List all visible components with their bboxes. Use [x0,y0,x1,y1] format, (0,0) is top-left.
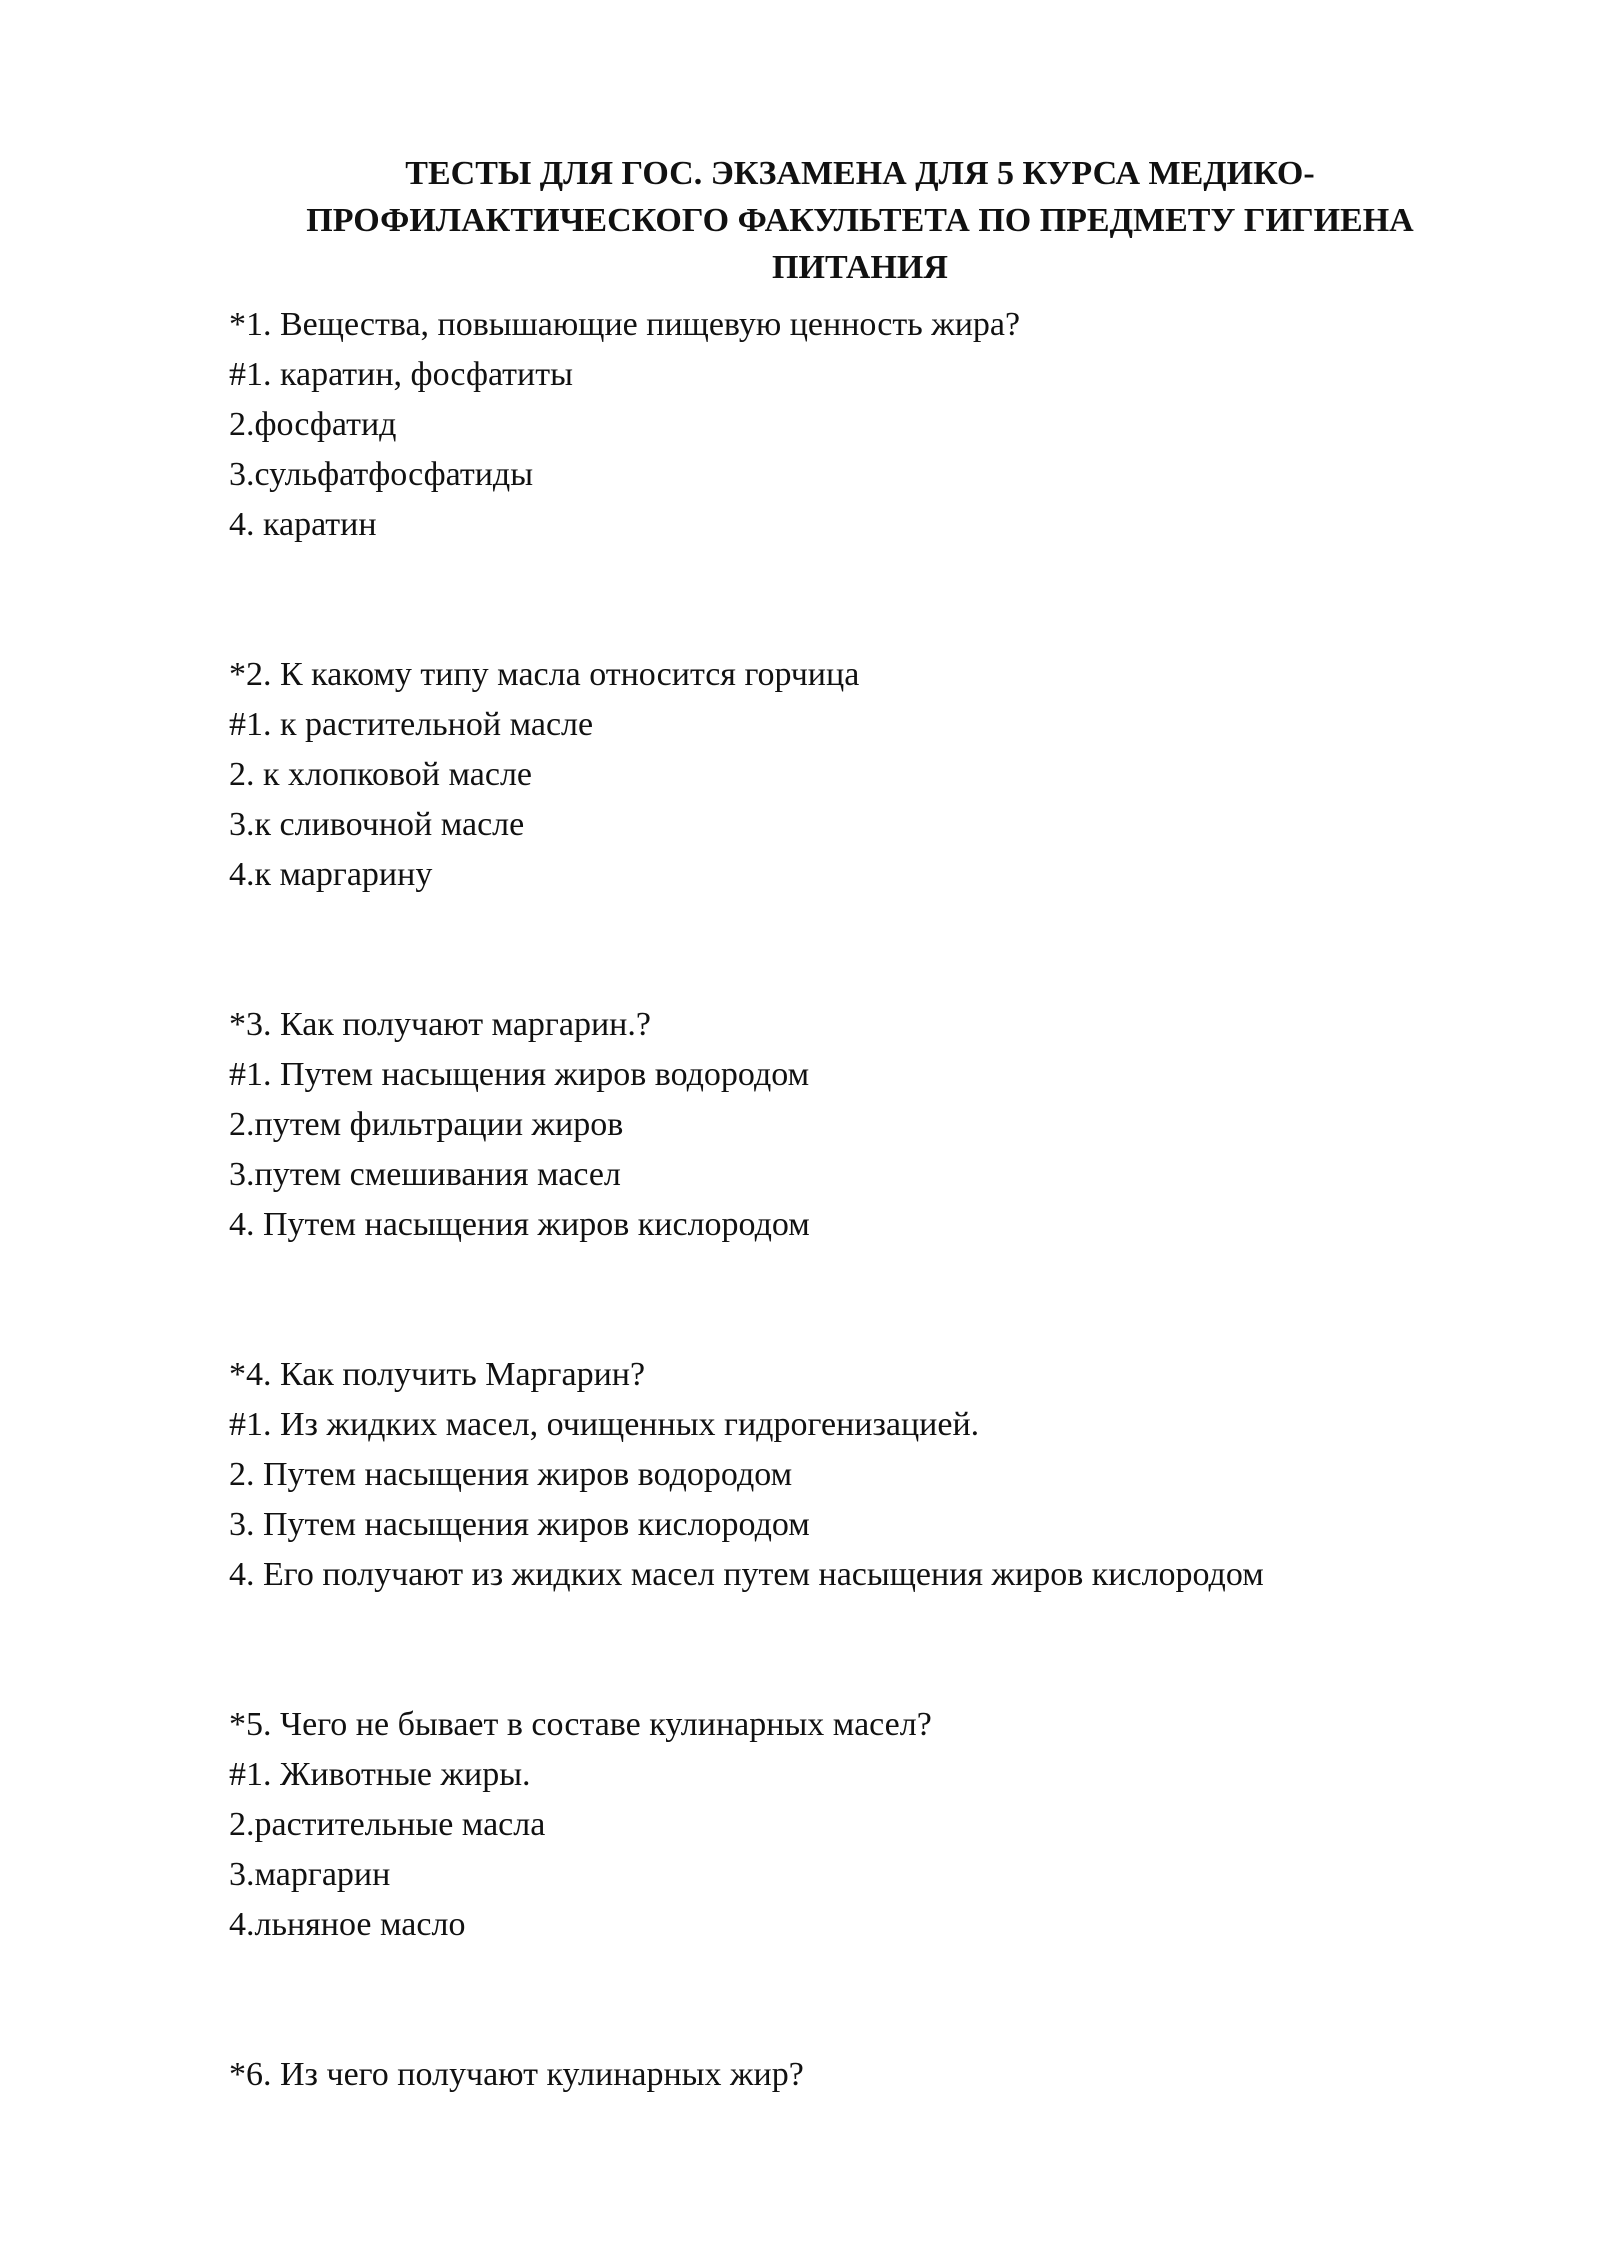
question-text: *5. Чего не бывает в составе кулинарных масел? [229,1706,932,1743]
question-block-1 [229,300,1479,550]
questions-list [229,300,1479,2100]
answer-option: 4. каратин [229,506,377,543]
answer-option: #1. Из жидких масел, очищенных гидрогенизацией. [229,1406,980,1443]
answer-option: #1. Путем насыщения жиров водородом [229,1056,810,1093]
question-text: *3. Как получают маргарин.? [229,1006,651,1043]
answer-option: #1. к растительной масле [229,706,594,743]
question-text: *4. Как получить Маргарин? [229,1356,646,1393]
question-block-3 [229,1000,1479,1250]
answer-option: 4. Путем насыщения жиров кислородом [229,1206,810,1243]
title-line-3: ПИТАНИЯ [772,249,948,286]
answer-option: 4.к маргарину [229,856,433,893]
title-line-1: ТЕСТЫ ДЛЯ ГОС. ЭКЗАМЕНА ДЛЯ 5 КУРСА МЕДИКО- [405,155,1315,192]
question-block-4 [229,1350,1479,1600]
answer-option: 3.сульфатфосфатиды [229,456,534,493]
answer-option: 2.фосфатид [229,406,397,443]
question-text: *2. К какому типу масла относится горчица [229,656,860,693]
answer-option: 2. Путем насыщения жиров водородом [229,1456,793,1493]
answer-option: 3. Путем насыщения жиров кислородом [229,1506,810,1543]
answer-option: 2.растительные масла [229,1806,546,1843]
answer-option: 3.маргарин [229,1856,391,1893]
answer-option: 3.к сливочной масле [229,806,525,843]
question-block-2 [229,650,1479,900]
answer-option: #1. Животные жиры. [229,1756,531,1793]
answer-option: 2.путем фильтрации жиров [229,1106,624,1143]
answer-option: #1. каратин, фосфатиты [229,356,573,393]
answer-option: 4.льняное масло [229,1906,466,1943]
question-block-5 [229,1700,1479,1950]
answer-option: 3.путем смешивания масел [229,1156,621,1193]
answer-option: 2. к хлопковой масле [229,756,533,793]
question-text: *6. Из чего получают кулинарных жир? [229,2056,804,2093]
title-line-2: ПРОФИЛАКТИЧЕСКОГО ФАКУЛЬТЕТА ПО ПРЕДМЕТУ ГИГИЕНА [306,202,1414,239]
question-text: *1. Вещества, повышающие пищевую ценность жира? [229,306,1021,343]
question-block-6 [229,2050,1479,2100]
document-title [200,150,1520,291]
answer-option: 4. Его получают из жидких масел путем насыщения жиров кислородом [229,1556,1264,1593]
